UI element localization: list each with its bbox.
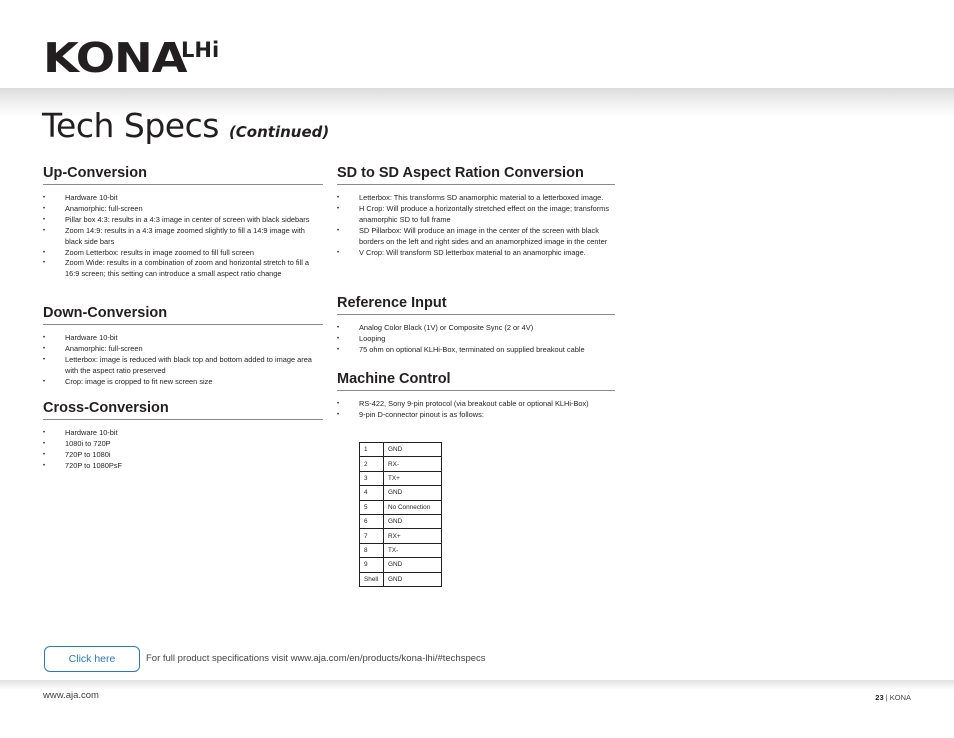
list-item: • RS-422, Sony 9-pin protocol (via breakout cable or optional KLHi-Box) [337,399,615,410]
list-item: • H Crop: Will produce a horizontally stretched effect on the image; transforms anamorphic SD to full frame [337,204,615,226]
bullet-list [43,193,323,280]
section-heading: Machine Control [337,370,615,391]
list-item: • 1080i to 720P [43,439,323,450]
click-here-button[interactable]: Click here [44,646,140,672]
logo-main-text: KONA [43,34,187,82]
page-title [42,104,329,154]
list-item: • Anamorphic: full-screen [43,204,323,215]
list-item: • Analog Color Black (1V) or Composite Sync (2 or 4V) [337,323,615,334]
page-number-value: 23 [875,693,884,702]
list-item: • 720P to 1080i [43,450,323,461]
pin-number-cell: 7 [360,529,384,543]
pin-number-cell: 1 [360,443,384,457]
pinout-table [359,442,442,587]
table-row [360,443,442,457]
pin-number-cell: 4 [360,486,384,500]
footer-band [0,680,954,690]
pin-signal-cell: GND [384,572,442,586]
table-row [360,558,442,572]
table-row [360,471,442,485]
pin-signal-cell: GND [384,443,442,457]
section-sd-aspect-conversion [337,164,615,258]
pin-number-cell: 5 [360,500,384,514]
table-row [360,486,442,500]
pin-number-cell: 3 [360,471,384,485]
page-number [875,693,911,702]
bullet-list [43,428,323,472]
list-item: • Hardware 10-bit [43,428,323,439]
section-machine-control [337,370,615,421]
section-cross-conversion [43,399,323,472]
list-item: • Hardware 10-bit [43,193,323,204]
bullet-list [337,323,615,356]
list-item: • SD Pillarbox: Will produce an image in the center of the screen with black borders on the left and right sides and an anamorphized image in the center [337,226,615,248]
section-heading: SD to SD Aspect Ration Conversion [337,164,615,185]
list-item: • Anamorphic: full-screen [43,344,323,355]
pin-signal-cell: GND [384,558,442,572]
list-item: • Zoom Letterbox: results in image zoomed to fill full screen [43,248,323,259]
pin-number-cell: 9 [360,558,384,572]
pin-number-cell: 2 [360,457,384,471]
bullet-list [337,193,615,258]
list-item: • Crop: image is cropped to fit new screen size [43,377,323,388]
page-title-main: Tech Specs [42,106,219,145]
table-row [360,572,442,586]
section-heading: Up-Conversion [43,164,323,185]
section-heading: Reference Input [337,294,615,315]
pin-signal-cell: TX+ [384,471,442,485]
page-title-continued: (Continued) [228,123,330,141]
list-item: • Letterbox: This transforms SD anamorphic material to a letterboxed image. [337,193,615,204]
list-item: • Hardware 10-bit [43,333,323,344]
list-item: • Letterbox: image is reduced with black top and bottom added to image area with the aspect ratio preserved [43,355,323,377]
list-item: • Pillar box 4:3: results in a 4:3 image in center of screen with black sidebars [43,215,323,226]
section-down-conversion [43,304,323,388]
list-item: • Zoom 14:9: results in a 4:3 image zoomed slightly to fill a 14:9 image with black side bars [43,226,323,248]
table-row [360,543,442,557]
list-item: • Looping [337,334,615,345]
bullet-list [337,399,615,421]
section-heading: Cross-Conversion [43,399,323,420]
logo-sup-text: LHi [181,38,220,62]
section-reference-input [337,294,615,356]
table-row [360,529,442,543]
page-label: | KONA [883,693,911,702]
table-row [360,500,442,514]
pin-number-cell: Shell [360,572,384,586]
bullet-list [43,333,323,388]
website-link[interactable]: www.aja.com [43,690,99,701]
pin-signal-cell: GND [384,486,442,500]
full-specs-text: For full product specifications visit www.aja.com/en/products/kona-lhi/#techspecs [146,653,486,664]
section-heading: Down-Conversion [43,304,323,325]
list-item: • 9-pin D-connector pinout is as follows: [337,410,615,421]
pin-signal-cell: No Connection [384,500,442,514]
pin-signal-cell: RX- [384,457,442,471]
pin-signal-cell: TX- [384,543,442,557]
table-row [360,457,442,471]
pin-signal-cell: RX+ [384,529,442,543]
pin-signal-cell: GND [384,514,442,528]
section-up-conversion [43,164,323,280]
pin-number-cell: 6 [360,514,384,528]
pin-number-cell: 8 [360,543,384,557]
list-item: • Zoom Wide: results in a combination of zoom and horizontal stretch to fill a 16:9 screen; this setting can introduce a small aspect ratio change [43,258,323,280]
list-item: • 720P to 1080PsF [43,461,323,472]
list-item: • V Crop: Will transform SD letterbox material to an anamorphic image. [337,248,615,259]
list-item: • 75 ohm on optional KLHi-Box, terminated on supplied breakout cable [337,345,615,356]
table-row [360,514,442,528]
